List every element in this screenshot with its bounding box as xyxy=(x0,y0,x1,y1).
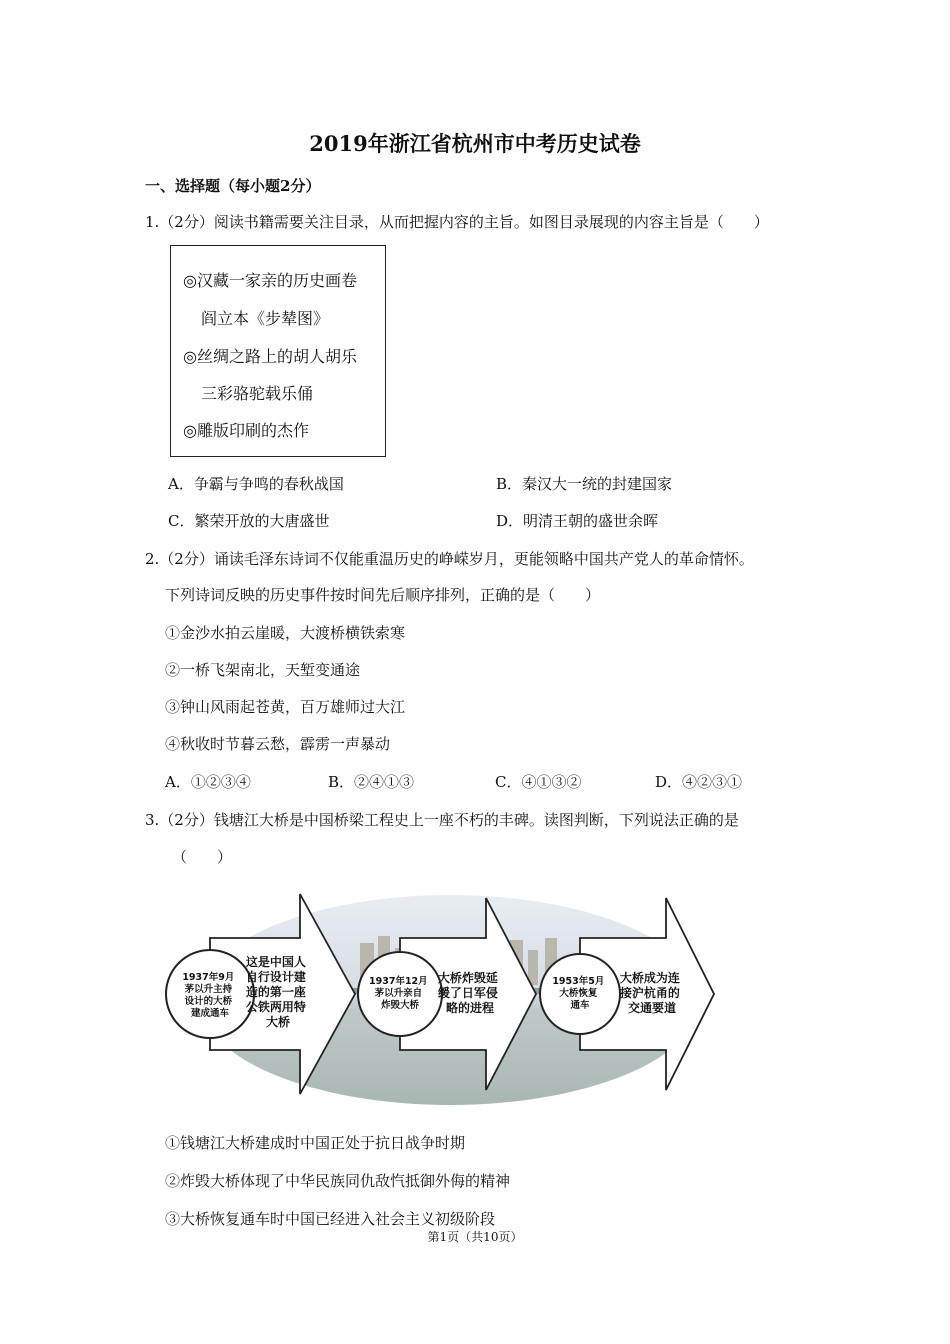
page-title: 2019年浙江省杭州市中考历史试卷 xyxy=(309,131,641,156)
q2-item-2: ②一桥飞架南北，天堑变通途 xyxy=(165,661,361,679)
circle-1-line: 设计的大桥 xyxy=(184,996,233,1007)
q3-stem-line2: （ ） xyxy=(172,848,233,866)
q2-option-a[interactable]: A．①②③④ xyxy=(165,773,251,791)
q1-option-a[interactable]: A．争霸与争鸣的春秋战国 xyxy=(168,475,344,493)
svg-text:大桥炸毁延 缓了日军侵 略的进程 xyxy=(438,970,502,1015)
toc-line-2: 阎立本《步辇图》 xyxy=(201,309,330,328)
q2-option-c[interactable]: C．④①③② xyxy=(495,773,582,791)
toc-line-3: ◎丝绸之路上的胡人胡乐 xyxy=(183,347,357,366)
arrow-1-text: 大桥 xyxy=(265,1015,291,1029)
q1-option-c[interactable]: C．繁荣开放的大唐盛世 xyxy=(168,512,330,530)
svg-text:大桥成为连 接沪杭甬的 交通要道 xyxy=(619,970,684,1015)
q2-item-1: ①金沙水拍云崖暖，大渡桥横铁索寒 xyxy=(165,624,406,642)
arrow-1-text: 自行设计建 xyxy=(245,970,306,984)
toc-line-4: 三彩骆驼载乐俑 xyxy=(201,384,314,403)
page-footer: 第1页（共10页） xyxy=(427,1230,523,1244)
circle-1-line: 建成通车 xyxy=(190,1008,230,1019)
q3-item-3: ③大桥恢复通车时中国已经进入社会主义初级阶段 xyxy=(165,1210,496,1228)
q3-stem-line1: 3.（2分）钱塘江大桥是中国桥梁工程史上一座不朽的丰碑。读图判断，下列说法正确的是 xyxy=(145,811,739,829)
q1-stem: 1.（2分）阅读书籍需要关注目录，从而把握内容的主旨。如图目录展现的内容主旨是（ ） xyxy=(145,213,769,231)
q3-item-2: ②炸毁大桥体现了中华民族同仇敌忾抵御外侮的精神 xyxy=(165,1172,511,1190)
circle-3-line: 大桥恢复 xyxy=(559,988,598,999)
q1-toc-box xyxy=(170,245,386,457)
arrow-2-text: 大桥炸毁延 xyxy=(437,971,498,985)
q2-option-d[interactable]: D．④②③① xyxy=(655,773,743,791)
q2-stem-line2: 下列诗词反映的历史事件按时间先后顺序排列，正确的是（ ） xyxy=(165,586,601,604)
section-heading: 一、选择题（每小题2分） xyxy=(145,177,321,195)
circle-2-line: 茅以升亲自 xyxy=(374,988,423,999)
arrow-2-text: 缓了日军侵 xyxy=(437,986,498,1000)
q2-item-3: ③钟山风雨起苍黄，百万雄师过大江 xyxy=(165,698,406,716)
q2-item-4: ④秋收时节暮云愁，霹雳一声暴动 xyxy=(165,735,391,753)
arrow-1-text: 这是中国人 xyxy=(245,955,306,969)
toc-line-1: ◎汉藏一家亲的历史画卷 xyxy=(183,271,357,290)
arrow-3-text: 接沪杭甬的 xyxy=(619,986,680,1000)
arrow-3-text: 交通要道 xyxy=(627,1001,677,1015)
q1-option-d[interactable]: D．明清王朝的盛世余晖 xyxy=(496,512,659,530)
arrow-1-text: 公铁两用特 xyxy=(245,1000,306,1014)
q3-bridge-diagram xyxy=(160,888,720,1112)
q1-option-b[interactable]: B．秦汉大一统的封建国家 xyxy=(496,475,673,493)
toc-line-5: ◎雕版印刷的杰作 xyxy=(183,421,309,440)
circle-1-line: 1937年9月 xyxy=(182,972,235,983)
arrow-3-text: 大桥成为连 xyxy=(619,971,680,985)
arrow-1-text: 造的第一座 xyxy=(245,985,306,999)
circle-1-line: 茅以升主持 xyxy=(184,984,233,995)
q2-option-b[interactable]: B．②④①③ xyxy=(328,773,415,791)
circle-3-line: 1953年5月 xyxy=(552,976,605,987)
circle-2-line: 1937年12月 xyxy=(369,976,428,987)
circle-3-line: 通车 xyxy=(570,1000,590,1011)
circle-2-line: 炸毁大桥 xyxy=(380,1000,420,1011)
q3-item-1: ①钱塘江大桥建成时中国正处于抗日战争时期 xyxy=(165,1134,466,1152)
arrow-2-text: 略的进程 xyxy=(445,1001,495,1015)
q2-stem-line1: 2.（2分）诵读毛泽东诗词不仅能重温历史的峥嵘岁月，更能领略中国共产党人的革命情怀。 xyxy=(145,550,754,568)
